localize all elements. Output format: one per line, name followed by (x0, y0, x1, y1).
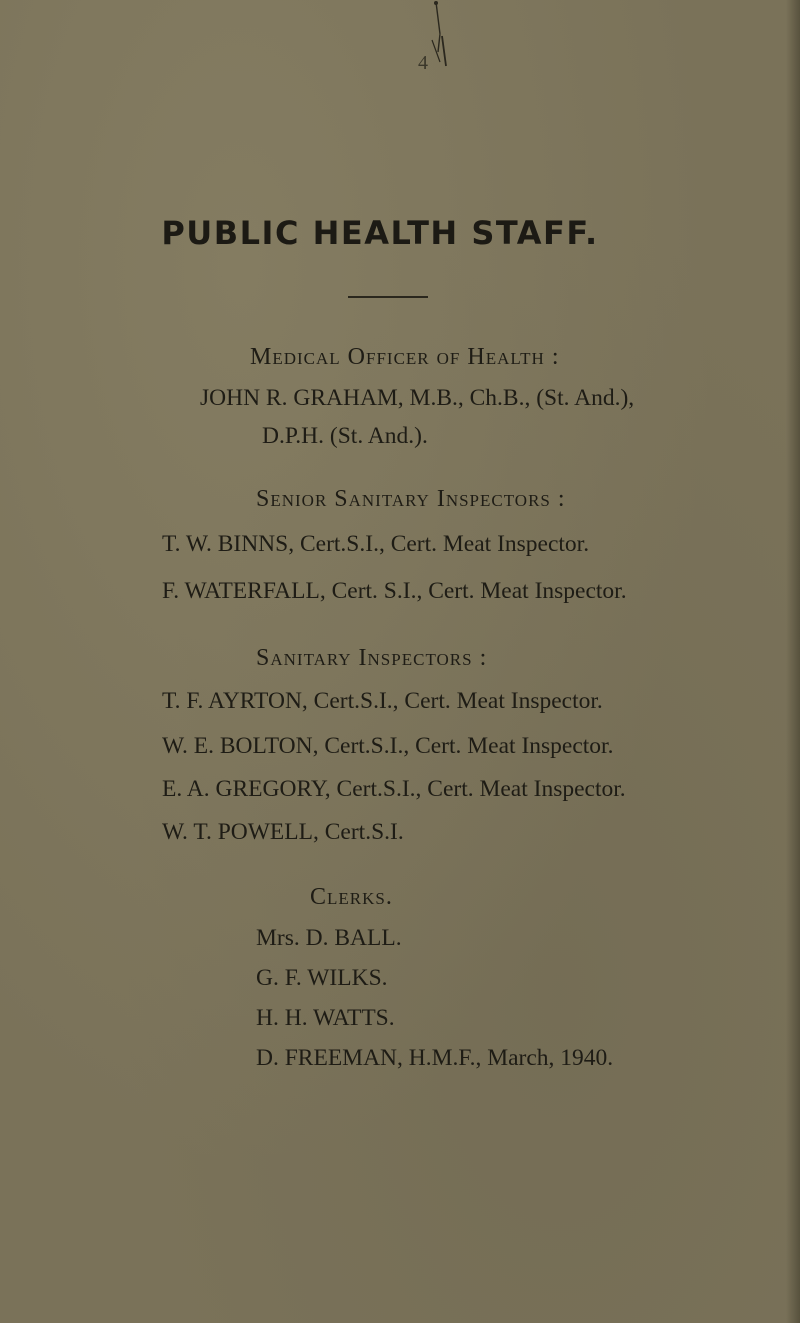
medical-officer-qualifications: D.P.H. (St. And.). (262, 423, 428, 449)
page-edge-shadow (786, 0, 800, 1323)
title-divider (348, 296, 428, 298)
page-title: PUBLIC HEALTH STAFF. (161, 214, 599, 252)
sanitary-inspectors-heading: Sanitary Inspectors : (256, 645, 488, 671)
sanitary-inspector-entry: W. T. POWELL, Cert.S.I. (162, 819, 404, 845)
clerk-entry: D. FREEMAN, H.M.F., March, 1940. (256, 1045, 614, 1071)
senior-inspector-entry: T. W. BINNS, Cert.S.I., Cert. Meat Inspector. (162, 531, 590, 557)
senior-inspector-entry: F. WATERFALL, Cert. S.I., Cert. Meat Inspector. (162, 578, 627, 604)
sanitary-inspector-entry: T. F. AYRTON, Cert.S.I., Cert. Meat Inspector. (162, 688, 603, 714)
clerk-entry: H. H. WATTS. (256, 1005, 395, 1031)
medical-officer-heading: Medical Officer of Health : (250, 344, 560, 370)
senior-inspectors-heading: Senior Sanitary Inspectors : (256, 486, 566, 512)
sanitary-inspector-entry: W. E. BOLTON, Cert.S.I., Cert. Meat Inspector. (162, 733, 614, 759)
sanitary-inspector-entry: E. A. GREGORY, Cert.S.I., Cert. Meat Inspector. (162, 776, 626, 802)
clerk-entry: G. F. WILKS. (256, 965, 388, 991)
clerk-entry: Mrs. D. BALL. (256, 925, 402, 951)
pencil-marks (430, 0, 470, 80)
clerks-heading: Clerks. (310, 884, 393, 910)
medical-officer-name: JOHN R. GRAHAM, M.B., Ch.B., (St. And.), (200, 385, 635, 411)
page-number: 4 (418, 52, 428, 74)
